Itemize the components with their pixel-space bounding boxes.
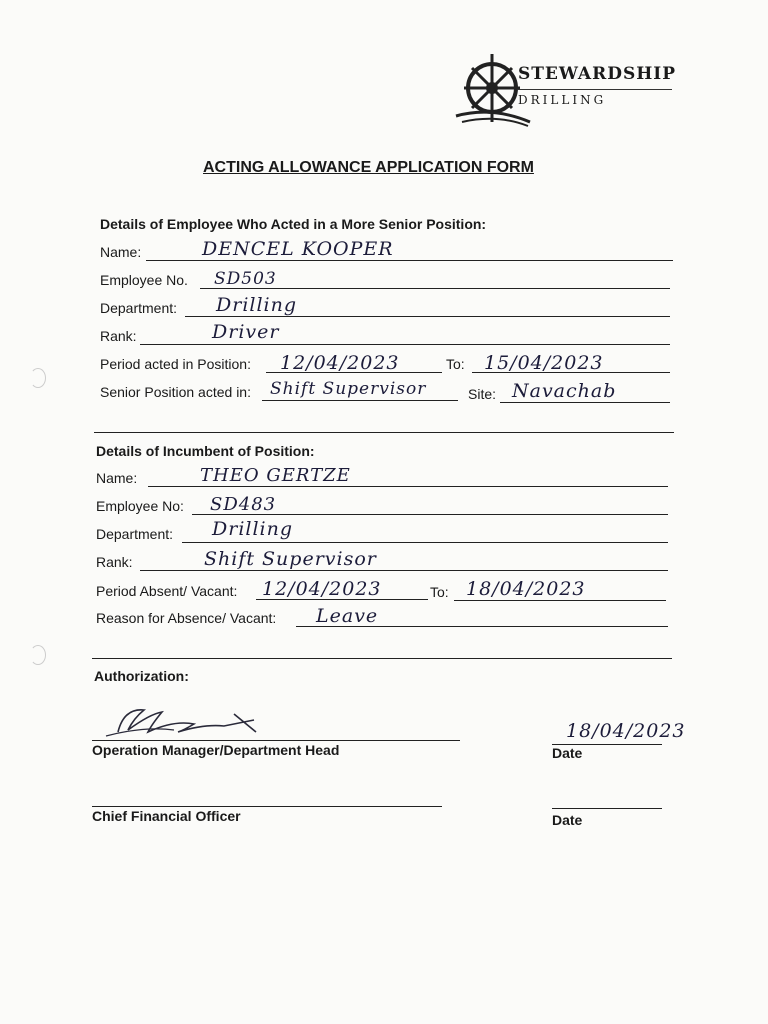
form-title: ACTING ALLOWANCE APPLICATION FORM <box>203 159 534 176</box>
s2-period-to-value[interactable]: 18/04/2023 <box>466 578 586 600</box>
logo-sub: DRILLING <box>518 93 607 107</box>
s1-to-label: To: <box>446 356 465 372</box>
s1-period-to-value[interactable]: 15/04/2023 <box>484 352 604 374</box>
s2-rank-label: Rank: <box>96 554 133 570</box>
s2-period-label: Period Absent/ Vacant: <box>96 583 238 599</box>
cfo-date-line <box>552 808 662 809</box>
section1-heading: Details of Employee Who Acted in a More Senior Position: <box>100 216 487 232</box>
s1-empno-value[interactable]: SD503 <box>214 269 277 289</box>
s1-senior-label: Senior Position acted in: <box>100 384 251 400</box>
section-divider <box>94 432 674 433</box>
op-manager-label: Operation Manager/Department Head <box>92 742 340 758</box>
s2-to-label: To: <box>430 584 449 600</box>
cfo-label: Chief Financial Officer <box>92 808 241 824</box>
punch-hole-mark <box>30 368 46 388</box>
s1-senior-field-line <box>262 400 458 401</box>
s2-empno-value[interactable]: SD483 <box>210 494 277 515</box>
cfo-signature-line <box>92 806 442 807</box>
s1-name-label: Name: <box>100 244 142 260</box>
s2-dept-value[interactable]: Drilling <box>212 518 294 540</box>
s1-rank-field-line <box>140 344 670 345</box>
s1-name-value[interactable]: DENCEL KOOPER <box>202 238 394 260</box>
s2-period-from-value[interactable]: 12/04/2023 <box>262 578 382 600</box>
authorization-heading: Authorization: <box>94 668 189 684</box>
s1-site-field-line <box>500 402 670 403</box>
s2-dept-label: Department: <box>96 526 174 542</box>
s2-dept-field-line <box>182 542 668 543</box>
cfo-date-label: Date <box>552 812 583 828</box>
s1-rank-label: Rank: <box>100 328 137 344</box>
s1-dept-field-line <box>185 316 670 317</box>
signature <box>104 702 274 742</box>
op-manager-signature-line <box>92 740 460 741</box>
s2-name-value[interactable]: THEO GERTZE <box>200 465 351 486</box>
s2-reason-label: Reason for Absence/ Vacant: <box>96 610 277 626</box>
s1-site-label: Site: <box>468 386 497 402</box>
s2-name-label: Name: <box>96 470 138 486</box>
s1-site-value[interactable]: Navachab <box>512 380 617 402</box>
op-date-value[interactable]: 18/04/2023 <box>566 720 686 742</box>
s2-name-field-line <box>148 486 668 487</box>
s2-rank-value[interactable]: Shift Supervisor <box>204 548 377 570</box>
s1-senior-value[interactable]: Shift Supervisor <box>270 379 427 399</box>
company-logo <box>452 36 682 128</box>
s1-period-from-value[interactable]: 12/04/2023 <box>280 352 400 374</box>
s1-dept-value[interactable]: Drilling <box>216 294 298 316</box>
s1-period-label: Period acted in Position: <box>100 356 251 372</box>
logo-divider <box>518 89 672 90</box>
s2-period-to-line <box>454 600 666 601</box>
op-date-label: Date <box>552 745 583 761</box>
s1-empno-label: Employee No. <box>100 272 188 288</box>
punch-hole-mark <box>30 645 46 665</box>
s1-name-field-line <box>146 260 673 261</box>
s2-reason-value[interactable]: Leave <box>316 605 379 627</box>
section-divider <box>92 658 672 659</box>
s2-rank-field-line <box>140 570 668 571</box>
section2-heading: Details of Incumbent of Position: <box>96 443 315 459</box>
s1-rank-value[interactable]: Driver <box>212 321 280 343</box>
s2-empno-label: Employee No: <box>96 498 184 514</box>
s1-dept-label: Department: <box>100 300 178 316</box>
logo-name: STEWARDSHIP <box>518 64 677 84</box>
